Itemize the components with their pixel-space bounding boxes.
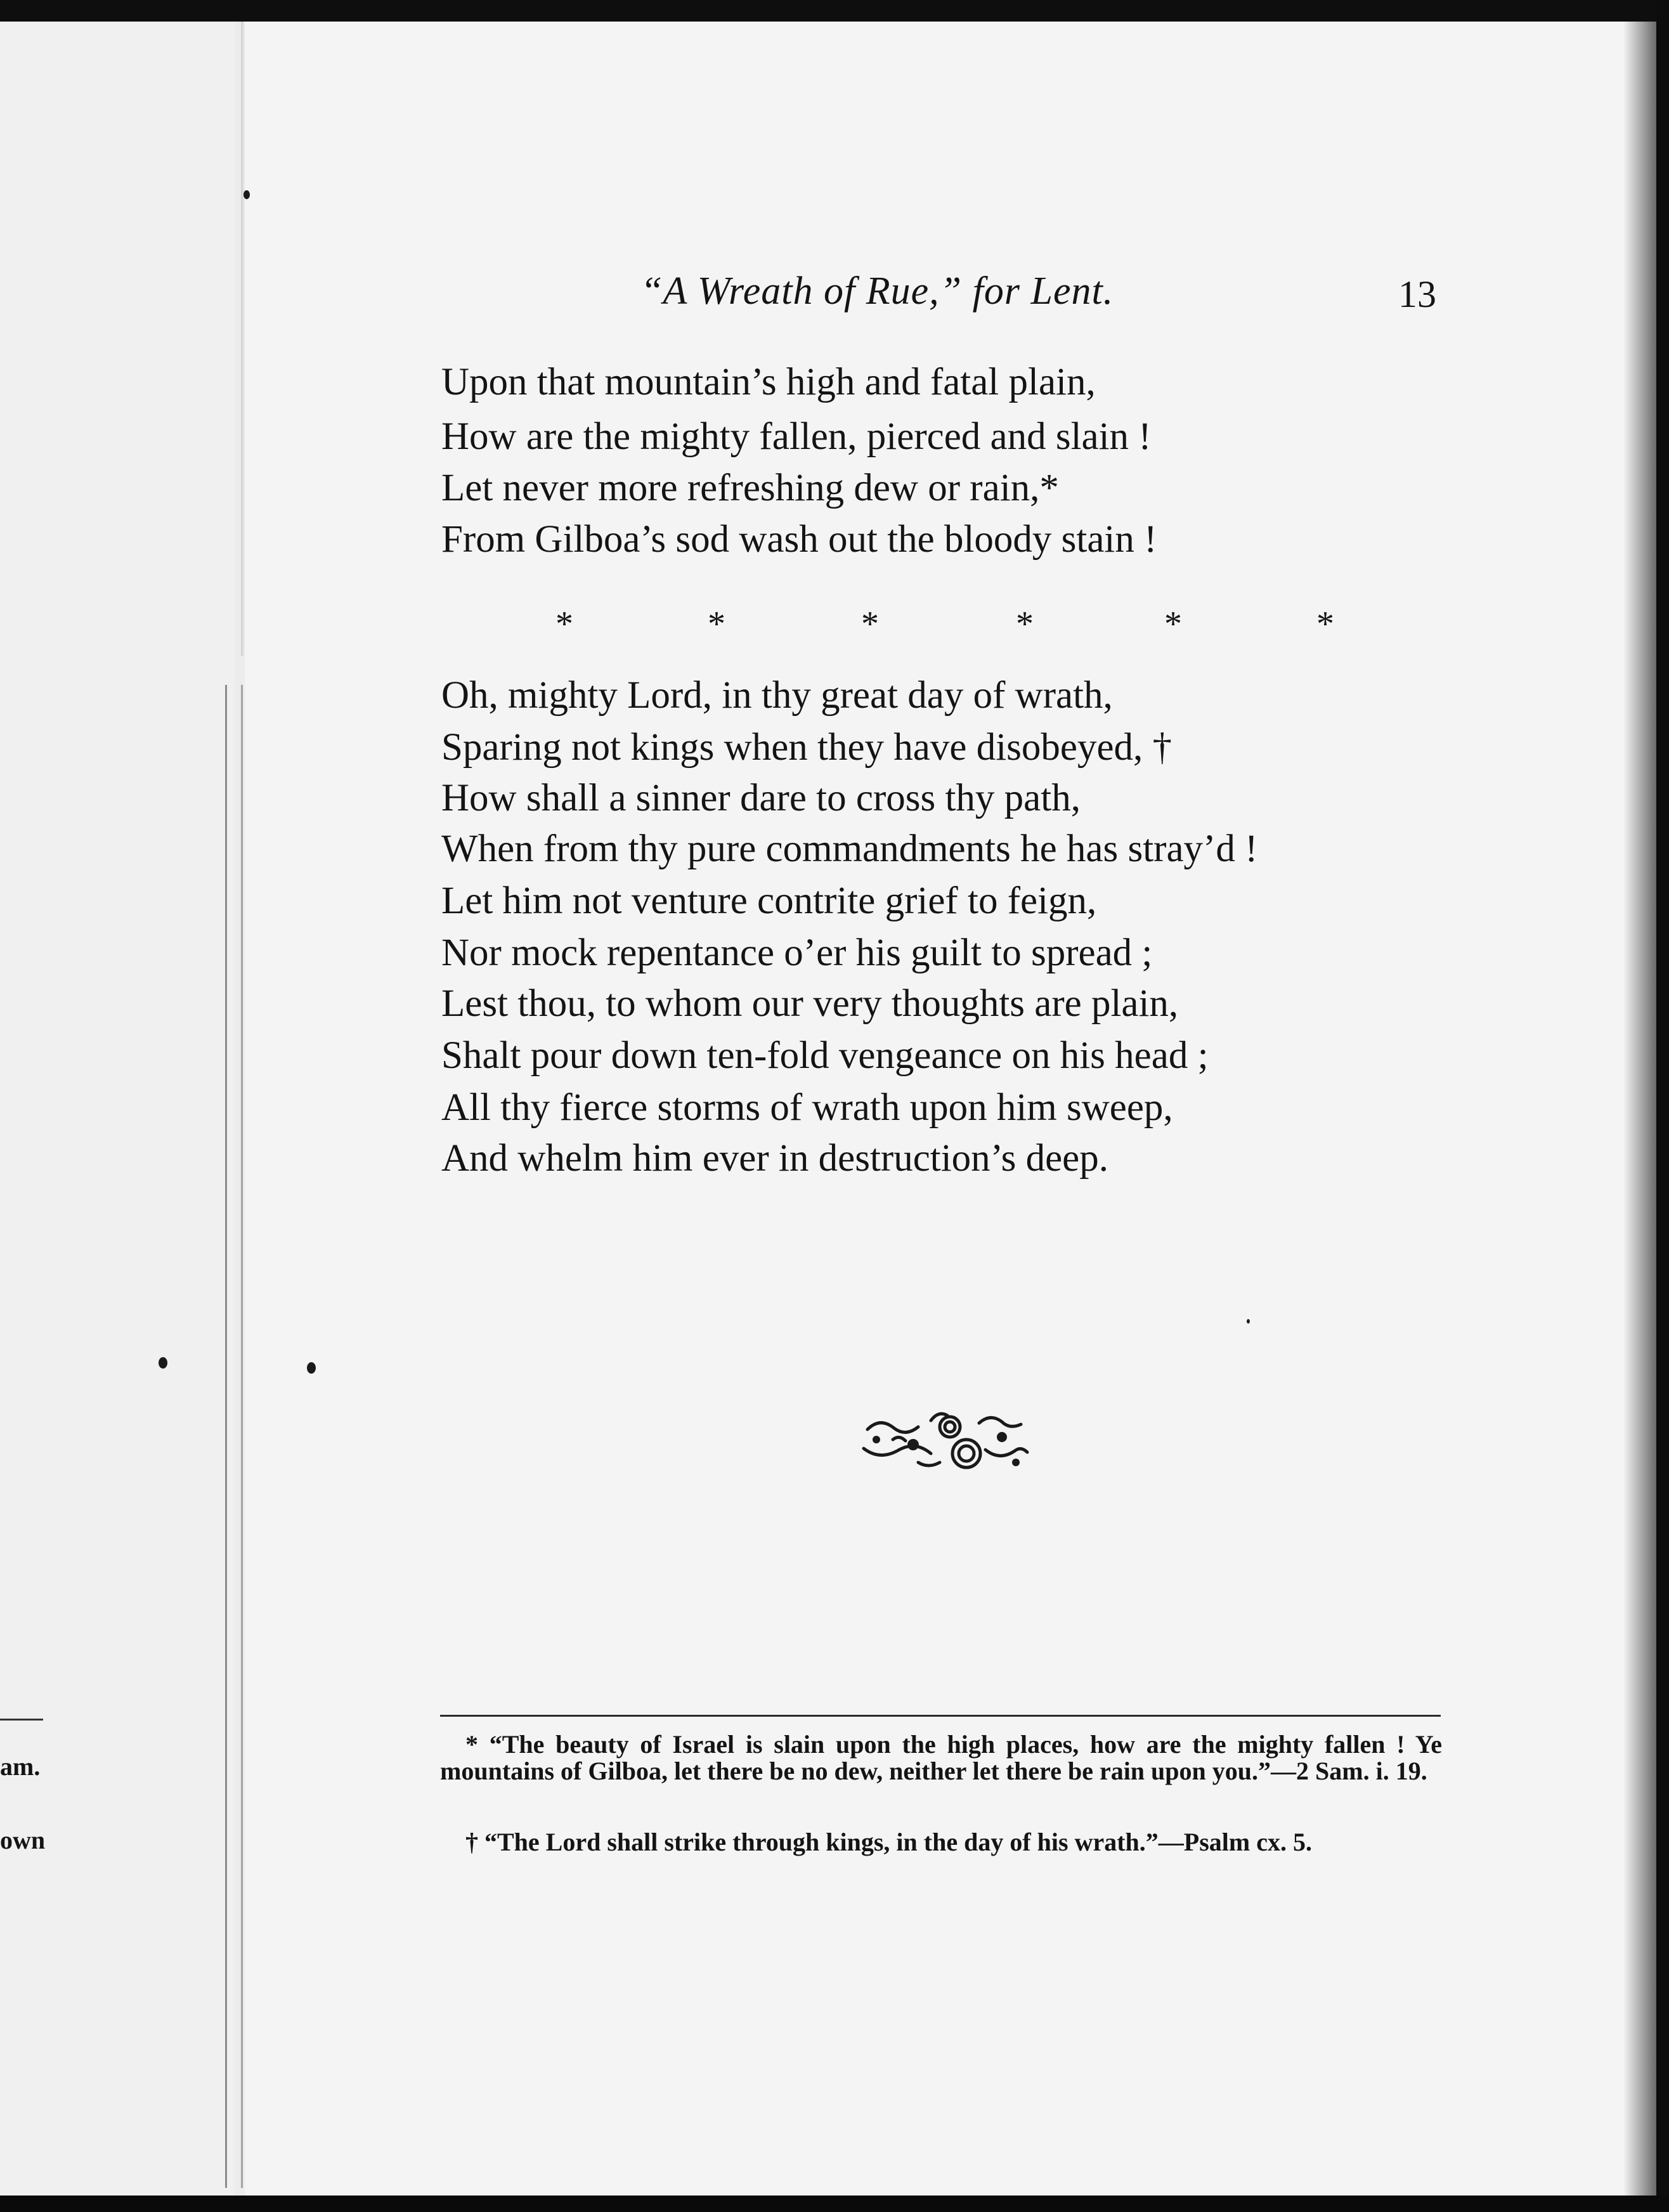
page-number: 13	[1398, 273, 1436, 315]
separator-asterisk: *	[1016, 604, 1034, 644]
separator-asterisk: *	[1164, 604, 1182, 644]
scan-edge-right	[1656, 0, 1669, 2212]
verse-line: Let him not venture contrite grief to feign,	[441, 880, 1097, 922]
left-footnote-rule	[0, 1719, 43, 1721]
footnote: * “The beauty of Israel is slain upon the high places, how are the mighty fallen ! Ye mountains of Gilboa, let there be no dew, neither let there be rain upon you.”—2 Sam. i. 19.	[440, 1730, 1442, 1786]
verse-line: When from thy pure commandments he has stray’d !	[441, 828, 1258, 870]
verse-line: Upon that mountain’s high and fatal plain,	[441, 361, 1096, 403]
verse-line: Nor mock repentance o’er his guilt to spread ;	[441, 932, 1153, 974]
verse-line: Shalt pour down ten-fold vengeance on his head ;	[441, 1034, 1209, 1077]
running-head: “A Wreath of Rue,” for Lent.	[640, 270, 1114, 313]
scan-edge-top	[0, 0, 1669, 22]
stanza-separator	[552, 604, 1338, 642]
verse-line: How are the mighty fallen, pierced and slain !	[441, 415, 1152, 458]
separator-asterisk: *	[861, 604, 879, 644]
left-page-fragment: own	[0, 1826, 46, 1854]
verse-line: Oh, mighty Lord, in thy great day of wrath,	[441, 674, 1113, 717]
verse-line: How shall a sinner dare to cross thy path,	[441, 777, 1081, 819]
book-gutter	[225, 685, 243, 2188]
verse-line: Lest thou, to whom our very thoughts are plain,	[441, 982, 1179, 1025]
scan-speck	[307, 1362, 316, 1374]
floral-ornament	[855, 1404, 1032, 1474]
verse-line: Sparing not kings when they have disobeyed, †	[441, 726, 1172, 769]
scan-speck	[1247, 1319, 1250, 1324]
separator-asterisk: *	[555, 604, 573, 644]
left-page	[0, 22, 235, 2196]
separator-asterisk: *	[708, 604, 725, 644]
scan-edge-bottom	[0, 2196, 1669, 2212]
scan-speck	[244, 190, 250, 199]
verse-line: And whelm him ever in destruction’s deep.	[441, 1137, 1109, 1180]
footnote-rule	[440, 1715, 1441, 1717]
footnote: † “The Lord shall strike through kings, in the day of his wrath.”—Psalm cx. 5.	[465, 1828, 1312, 1856]
verse-line: Let never more refreshing dew or rain,*	[441, 467, 1059, 509]
left-page-fragment: am.	[0, 1752, 41, 1781]
scan-speck	[159, 1357, 167, 1369]
separator-asterisk: *	[1316, 604, 1334, 644]
page-edge-shadow	[1623, 22, 1656, 2196]
verse-line: All thy fierce storms of wrath upon him sweep,	[441, 1086, 1173, 1129]
verse-line: From Gilboa’s sod wash out the bloody stain !	[441, 518, 1157, 561]
gutter-shadow	[241, 22, 245, 656]
